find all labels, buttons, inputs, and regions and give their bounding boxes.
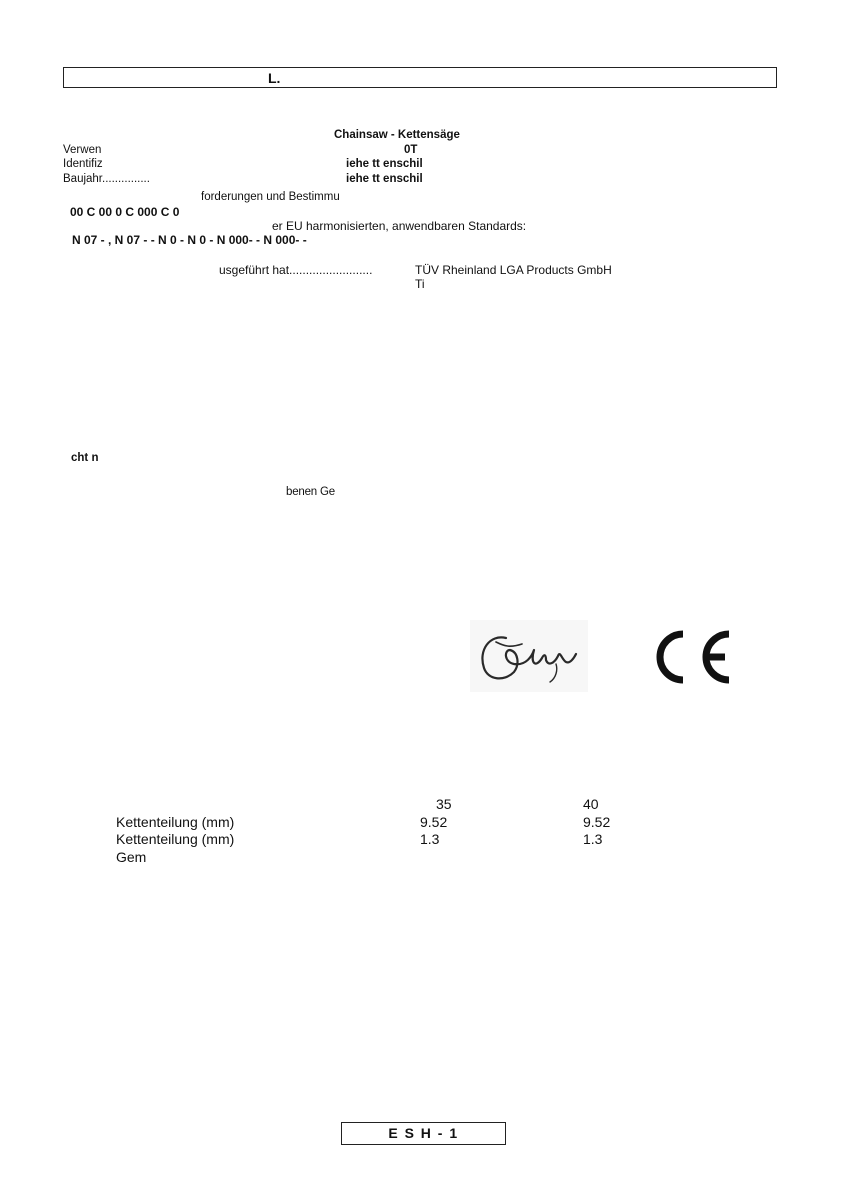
spec-header-1: 35 (436, 796, 452, 812)
standards-intro: er EU harmonisierten, anwendbaren Standards: (272, 219, 527, 233)
notified-body-label: usgeführt hat......................... (219, 263, 373, 277)
fragment-text-1: cht n (71, 452, 99, 464)
usage-value: 0T (404, 144, 418, 156)
requirements-intro: forderungen und Bestimmu (201, 191, 340, 203)
notified-body-extra: Ti (415, 277, 425, 291)
spec-row-value: 1.3 (420, 831, 440, 847)
fragment-text-2: benen Ge (286, 486, 335, 498)
header-box (63, 67, 777, 88)
signature-image (470, 620, 588, 692)
usage-label: Verwen (63, 144, 102, 156)
directives-line: 00 C 00 0 C 000 C 0 (70, 205, 180, 219)
year-label: Baujahr............... (63, 173, 150, 185)
ident-label: Identifiz (63, 158, 103, 170)
spec-row-value: 1.3 (583, 831, 603, 847)
ce-mark-icon (649, 628, 733, 686)
spec-row-value: 9.52 (420, 814, 448, 830)
year-value: iehe tt enschil (346, 173, 423, 185)
footer-page-label: E S H - 1 (388, 1125, 459, 1141)
standards-line: N 07 - , N 07 - - N 0 - N 0 - N 000- - N 000- - (72, 233, 307, 247)
spec-row-label: Kettenteilung (mm) (116, 814, 235, 830)
spec-row-label: Kettenteilung (mm) (116, 831, 235, 847)
footer-page-box (341, 1122, 506, 1145)
ident-value: iehe tt enschil (346, 158, 423, 170)
header-title: L. (268, 70, 281, 86)
product-type: Chainsaw - Kettensäge (334, 129, 460, 141)
notified-body-name: TÜV Rheinland LGA Products GmbH (415, 263, 612, 277)
spec-row-value: 9.52 (583, 814, 611, 830)
spec-row-label: Gem (116, 849, 147, 865)
spec-header-2: 40 (583, 796, 599, 812)
